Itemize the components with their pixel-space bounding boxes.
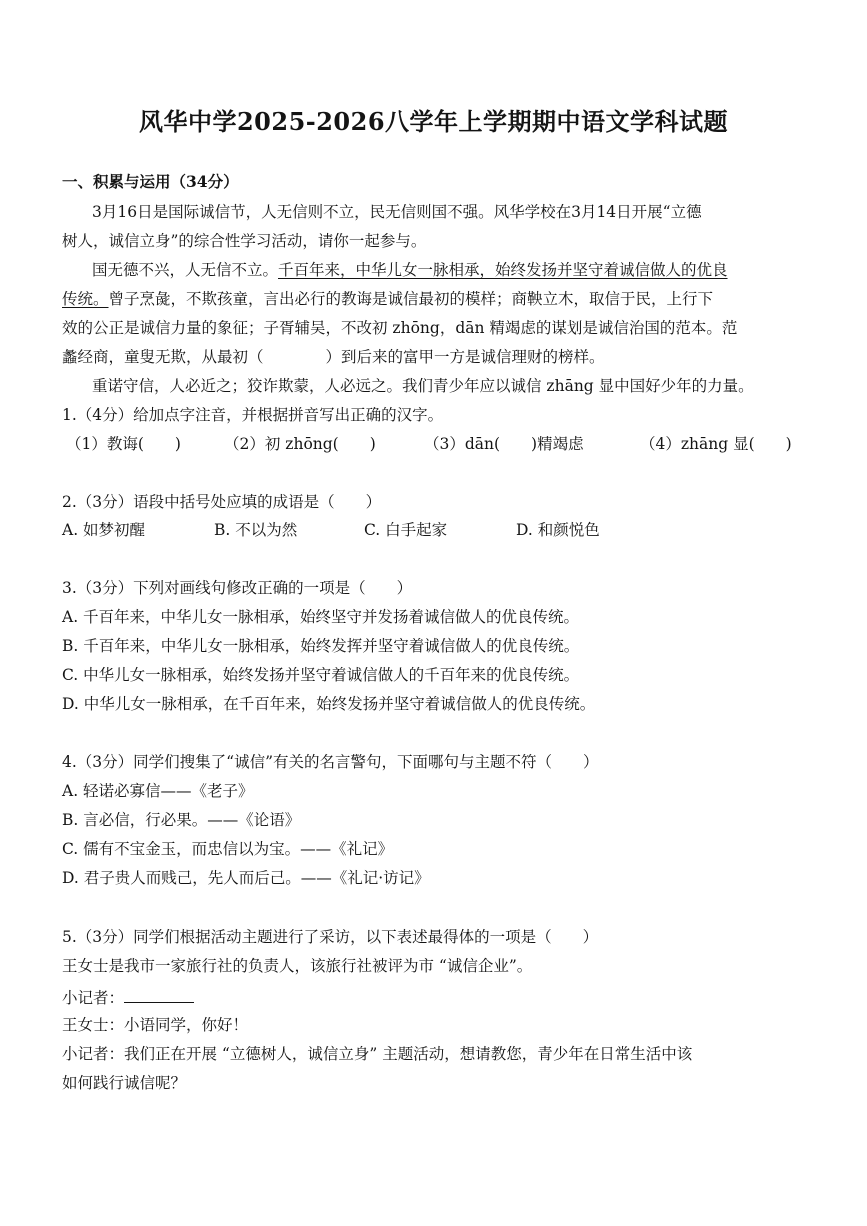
q3-option-d: D. 中华儿女一脉相承，在千百年来，始终发扬并坚守着诚信做人的优良传统。 <box>62 695 596 713</box>
reporter-label: 小记者： <box>62 989 125 1007</box>
q5-stem: 5.（3分）同学们根据活动主题进行了采访，以下表述最得体的一项是（ ） <box>62 928 599 946</box>
passage-line-3: 效的公正是诚信力量的象征；子胥辅吴，不改初 zhōng，dān 精竭虑的谋划是诚信治国的范本。范 <box>62 319 738 337</box>
q2-option-b: B. 不以为然 <box>214 521 298 539</box>
passage-line-5: 重诺守信，人必近之；狡诈欺蒙，人必远之。我们青少年应以诚信 zhāng 显中国好少年的力量。 <box>92 377 754 395</box>
q4-stem: 4.（3分）同学们搜集了“诚信”有关的名言警句，下面哪句与主题不符（ ） <box>62 753 599 771</box>
passage-text: 曾子烹彘，不欺孩童，言出必行的教诲是诚信最初的模样；商鞅立木，取信于民，上行下 <box>108 290 714 308</box>
intro-line-1: 3月16日是国际诚信节，人无信则不立，民无信则国不强。风华学校在3月14日开展“立德 <box>92 203 702 221</box>
passage-text: 国无德不兴，人无信不立。 <box>92 261 279 279</box>
q5-ms-wang-line: 王女士：小语同学，你好！ <box>62 1016 249 1034</box>
passage-line-2 <box>62 289 713 309</box>
q4-option-a: A. 轻诺必寡信——《老子》 <box>62 782 254 800</box>
exam-title: 风华中学2025-2026八学年上学期期中语文学科试题 <box>138 107 729 136</box>
q1-stem: 1.（4分）给加点字注音，并根据拼音写出正确的汉字。 <box>62 406 444 424</box>
intro-line-2: 树人，诚信立身”的综合性学习活动，请你一起参与。 <box>62 232 427 250</box>
q3-stem: 3.（3分）下列对画线句修改正确的一项是（ ） <box>62 579 413 597</box>
underlined-sentence: 千百年来，中华儿女一脉相承，始终发扬并坚守着诚信做人的优良 <box>278 261 728 279</box>
q4-option-c: C. 儒有不宝金玉，而忠信以为宝。——《礼记》 <box>62 840 394 858</box>
q5-reporter-question-end: 如何践行诚信呢？ <box>62 1074 187 1092</box>
passage-line-1 <box>92 260 728 280</box>
q4-option-d: D. 君子贵人而贱己，先人而后己。——《礼记·访记》 <box>62 869 430 887</box>
answer-blank <box>124 986 194 1003</box>
q5-reporter-question: 小记者：我们正在开展 “立德树人，诚信立身” 主题活动，想请教您，青少年在日常生活中该 <box>62 1045 693 1063</box>
passage-line-4: 蠡经商，童叟无欺，从最初（ ）到后来的富甲一方是诚信理财的榜样。 <box>62 348 605 366</box>
q5-context: 王女士是我市一家旅行社的负责人，该旅行社被评为市 “诚信企业”。 <box>62 957 533 975</box>
q2-option-a: A. 如梦初醒 <box>62 521 146 539</box>
q1-item-4: （4）zhāng 显( ) <box>640 435 792 453</box>
underlined-sentence-end: 传统。 <box>62 290 109 308</box>
q2-option-c: C. 白手起家 <box>364 521 448 539</box>
q1-item-2: （2）初 zhōng( ) <box>224 435 376 453</box>
section-heading: 一、积累与运用（34分） <box>62 172 239 191</box>
q1-item-3: （3）dān( )精竭虑 <box>424 435 584 453</box>
q2-stem: 2.（3分）语段中括号处应填的成语是（ ） <box>62 493 382 511</box>
q3-option-c: C. 中华儿女一脉相承，始终发扬并坚守着诚信做人的千百年来的优良传统。 <box>62 666 580 684</box>
q4-option-b: B. 言必信，行必果。——《论语》 <box>62 811 301 829</box>
q5-reporter-line <box>62 986 194 1008</box>
q3-option-a: A. 千百年来，中华儿女一脉相承，始终坚守并发扬着诚信做人的优良传统。 <box>62 608 580 626</box>
q1-item-1: （1）教诲( ) <box>66 435 181 453</box>
q3-option-b: B. 千百年来，中华儿女一脉相承，始终发挥并坚守着诚信做人的优良传统。 <box>62 637 580 655</box>
q2-option-d: D. 和颜悦色 <box>516 521 600 539</box>
